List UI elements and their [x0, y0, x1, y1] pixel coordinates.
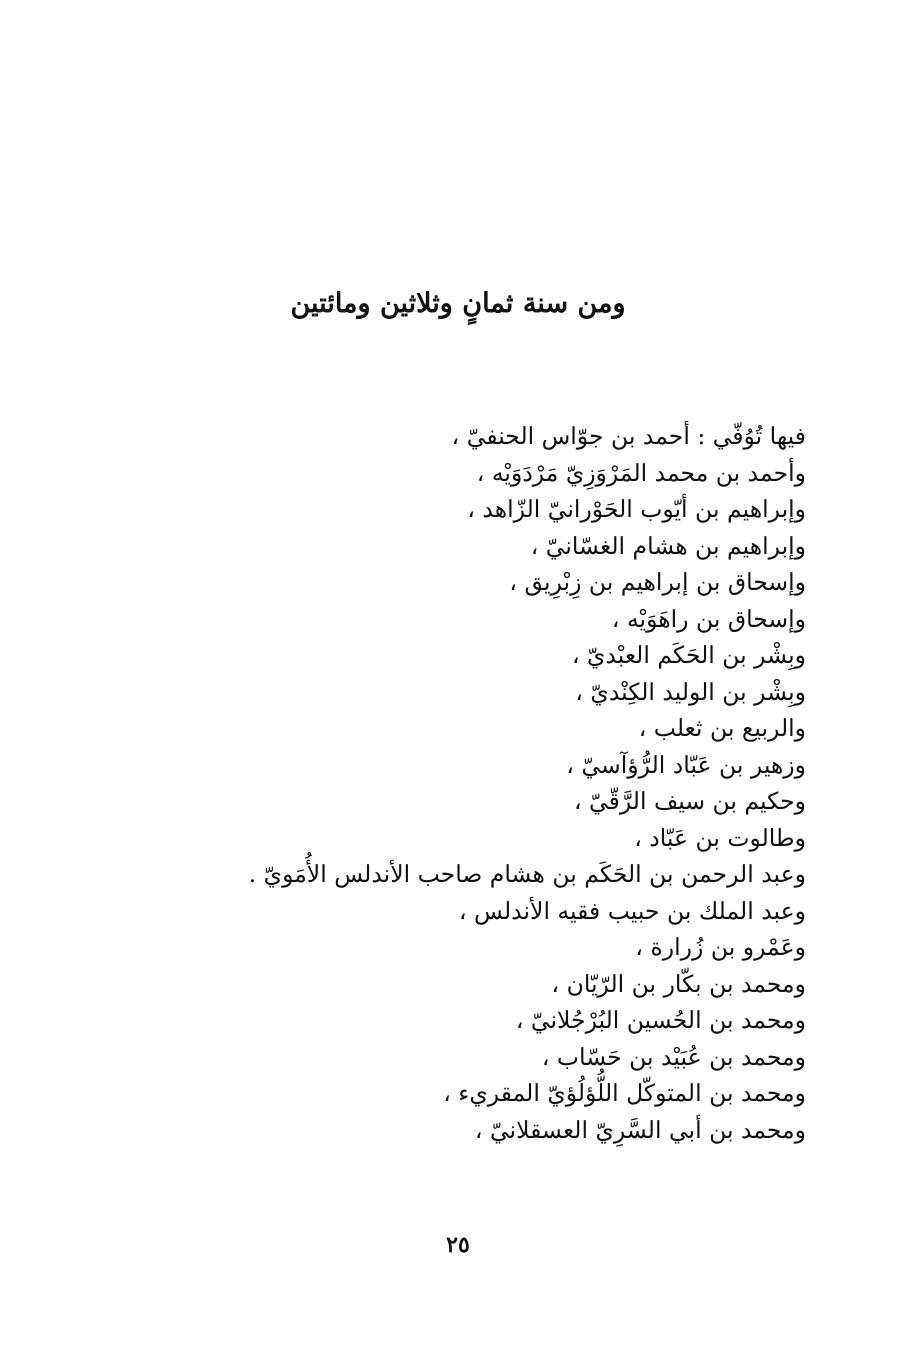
list-item: والربيع بن ثعلب ،: [638, 714, 806, 742]
list-item: وبِشْر بن الوليد الكِنْديّ ،: [575, 677, 806, 706]
list-item: وطالوت بن عَبّاد ،: [634, 823, 806, 852]
list-item: ومحمد بن المتوكّل اللُّؤلُؤيّ المقريء ،: [443, 1079, 806, 1107]
list-item: ومحمد بن أبي السَّرِيّ العسقلانيّ ،: [474, 1115, 806, 1144]
list-item: وحكيم بن سيف الرَّقّيّ ،: [573, 787, 806, 815]
list-item: ومحمد بن بكّار بن الرّيّان ،: [551, 969, 806, 998]
list-item: وإبراهيم بن أيّوب الحَوْرانيّ الزّاهد ،: [467, 495, 806, 523]
list-item: وبِشْر بن الحَكَم العبْديّ ،: [571, 641, 806, 669]
list-item: وزهير بن عَبّاد الرُّؤآسيّ ،: [566, 750, 806, 779]
list-item: ومحمد بن الحُسين البُرْجُلانيّ ،: [515, 1006, 806, 1034]
list-item: وإسحاق بن إبراهيم بن زِبْرِيق ،: [509, 568, 806, 596]
list-item: وعبد الرحمن بن الحَكَم بن هشام صاحب الأندلس الأُمَويّ .: [248, 860, 806, 888]
list-item: وعبد الملك بن حبيب فقيه الأندلس ،: [458, 896, 806, 925]
list-item: وأحمد بن محمد المَرْوَزِيّ مَرْدَوَيْه ،: [476, 458, 806, 487]
list-item: وإبراهيم بن هشام الغسّانيّ ،: [530, 531, 806, 560]
list-item: ومحمد بن عُبَيْد بن حَسّاب ،: [541, 1042, 806, 1071]
list-item: وإسحاق بن راهَوَيْه ،: [611, 604, 806, 633]
list-item: وعَمْرو بن زُرارة ،: [635, 933, 806, 961]
section-heading: ومن سنة ثمانٍ وثلاثين ومائتين: [290, 288, 626, 319]
list-item: فيها تُوُفّي : أحمد بن جوّاس الحنفيّ ،: [451, 422, 806, 450]
page-number: ٢٥: [446, 1232, 470, 1258]
obituary-list: [166, 418, 806, 1148]
